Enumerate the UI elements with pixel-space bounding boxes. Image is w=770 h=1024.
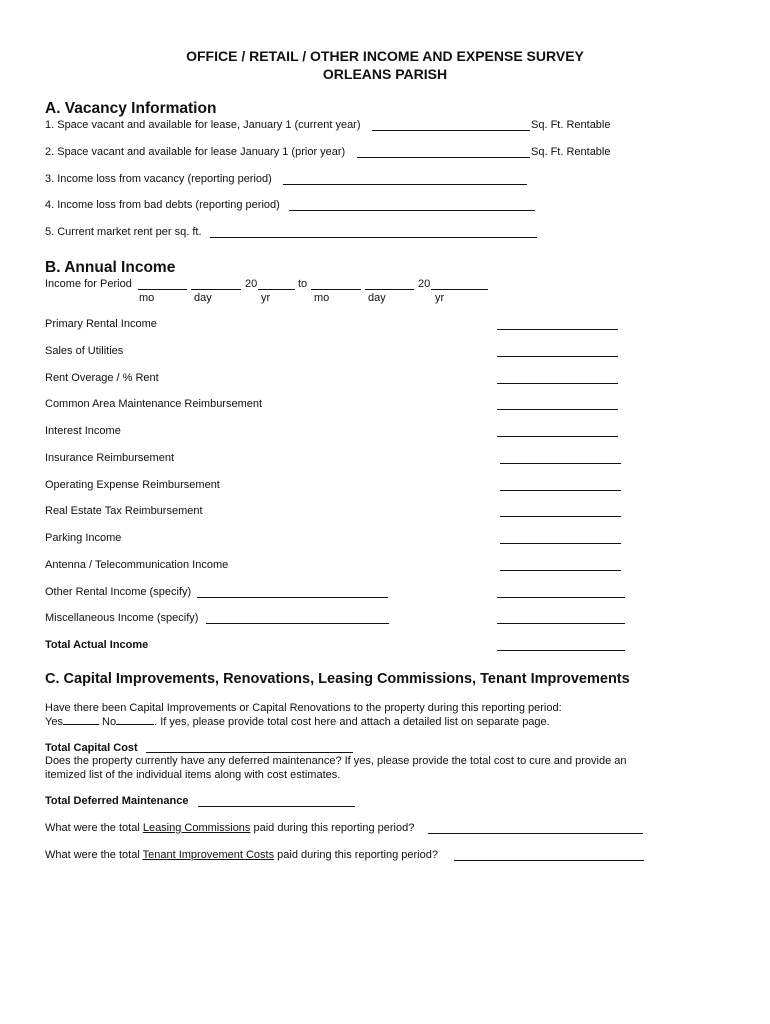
leasing-commissions-question <box>45 821 414 835</box>
income-item-field[interactable] <box>497 383 618 384</box>
no-field[interactable] <box>116 714 154 725</box>
deferred-maintenance-question: Does the property currently have any deferred maintenance? If yes, please provide the total cost to cure and provide an <box>45 755 627 767</box>
tenant-improvement-field[interactable] <box>454 860 644 861</box>
vacancy-q2-field[interactable] <box>357 157 530 158</box>
section-c-heading: C. Capital Improvements, Renovations, Leasing Commissions, Tenant Improvements <box>45 671 630 687</box>
total-capital-cost-field[interactable] <box>146 752 353 753</box>
leasing-commissions-term: Leasing Commissions <box>142 822 251 834</box>
income-period-label: Income for Period <box>45 278 132 290</box>
vacancy-q5-field[interactable] <box>210 237 537 238</box>
vacancy-q5-label: 5. Current market rent per sq. ft. <box>45 226 202 238</box>
leasing-question-tail: paid during this reporting period? <box>250 822 415 834</box>
income-item-label: Operating Expense Reimbursement <box>45 479 220 491</box>
tenant-improvement-question <box>45 848 438 862</box>
period-start-day-field[interactable] <box>191 289 241 290</box>
misc-income-specify-field[interactable] <box>206 623 389 624</box>
income-item-field[interactable] <box>497 409 618 410</box>
income-item-label: Sales of Utilities <box>45 345 124 357</box>
vacancy-q4-field[interactable] <box>289 210 535 211</box>
income-item-label: Antenna / Telecommunication Income <box>45 559 229 571</box>
income-item-field[interactable] <box>497 356 618 357</box>
income-item-label: Common Area Maintenance Reimbursement <box>45 398 263 410</box>
period-sub-yr: yr <box>261 292 271 304</box>
yes-field[interactable] <box>63 714 99 725</box>
income-item-label: Interest Income <box>45 425 121 437</box>
vacancy-q1-unit: Sq. Ft. Rentable <box>531 119 611 131</box>
other-rental-income-label: Other Rental Income (specify) <box>45 586 192 598</box>
income-item-label: Real Estate Tax Reimbursement <box>45 505 203 517</box>
misc-income-label: Miscellaneous Income (specify) <box>45 612 199 624</box>
period-start-year-prefix: 20 <box>245 278 258 290</box>
vacancy-q2-label: 2. Space vacant and available for lease January 1 (prior year) <box>45 146 346 158</box>
period-sub-day: day <box>194 292 212 304</box>
income-item-field[interactable] <box>500 543 621 544</box>
income-item-label: Primary Rental Income <box>45 318 157 330</box>
income-item-field[interactable] <box>500 570 621 571</box>
other-rental-income-amount-field[interactable] <box>497 597 625 598</box>
income-item-label: Rent Overage / % Rent <box>45 372 159 384</box>
no-label: No <box>102 716 117 728</box>
total-deferred-maintenance-field[interactable] <box>198 806 355 807</box>
period-start-month-field[interactable] <box>138 289 187 290</box>
yes-label: Yes <box>45 716 63 728</box>
form-title: OFFICE / RETAIL / OTHER INCOME AND EXPENSE SURVEY <box>186 48 584 64</box>
total-actual-income-field[interactable] <box>497 650 625 651</box>
period-end-year-field[interactable] <box>431 289 488 290</box>
vacancy-q3-field[interactable] <box>283 184 527 185</box>
period-sub-day: day <box>368 292 386 304</box>
vacancy-q1-label: 1. Space vacant and available for lease, January 1 (current year) <box>45 119 361 131</box>
leasing-question-text: What were the total <box>45 822 143 834</box>
period-to-label: to <box>298 278 308 290</box>
period-end-month-field[interactable] <box>311 289 361 290</box>
income-item-field[interactable] <box>500 463 621 464</box>
tenant-improvement-term: Tenant Improvement Costs <box>142 849 275 861</box>
tenant-question-text: What were the total <box>45 849 143 861</box>
section-a-heading: A. Vacancy Information <box>45 100 217 117</box>
other-rental-income-specify-field[interactable] <box>197 597 388 598</box>
vacancy-q1-field[interactable] <box>372 130 530 131</box>
section-b-heading: B. Annual Income <box>45 259 176 276</box>
vacancy-q2-unit: Sq. Ft. Rentable <box>531 146 611 158</box>
period-end-year-prefix: 20 <box>418 278 431 290</box>
income-item-field[interactable] <box>497 436 618 437</box>
vacancy-q3-label: 3. Income loss from vacancy (reporting period) <box>45 173 272 185</box>
capital-improvements-question: Have there been Capital Improvements or Capital Renovations to the property during this reporting period: <box>45 702 562 714</box>
leasing-commissions-field[interactable] <box>428 833 643 834</box>
total-actual-income-label: Total Actual Income <box>45 639 149 651</box>
total-capital-cost-label: Total Capital Cost <box>45 742 138 754</box>
form-subtitle: ORLEANS PARISH <box>322 66 448 82</box>
period-sub-mo: mo <box>314 292 330 304</box>
income-item-field[interactable] <box>497 329 618 330</box>
income-item-field[interactable] <box>500 516 621 517</box>
income-item-label: Parking Income <box>45 532 122 544</box>
period-sub-mo: mo <box>139 292 155 304</box>
period-sub-yr: yr <box>435 292 445 304</box>
tenant-question-tail: paid during this reporting period? <box>274 849 438 861</box>
period-end-day-field[interactable] <box>365 289 414 290</box>
yes-no-instructions: . If yes, please provide total cost here and attach a detailed list on separate page. <box>154 716 550 728</box>
vacancy-q4-label: 4. Income loss from bad debts (reporting period) <box>45 199 280 211</box>
total-deferred-maintenance-label: Total Deferred Maintenance <box>45 795 189 807</box>
deferred-maintenance-question-cont: itemized list of the individual items along with cost estimates. <box>45 769 341 781</box>
yes-no-line <box>45 714 550 729</box>
income-item-field[interactable] <box>500 490 621 491</box>
period-start-year-field[interactable] <box>258 289 295 290</box>
misc-income-amount-field[interactable] <box>497 623 625 624</box>
income-item-label: Insurance Reimbursement <box>45 452 175 464</box>
